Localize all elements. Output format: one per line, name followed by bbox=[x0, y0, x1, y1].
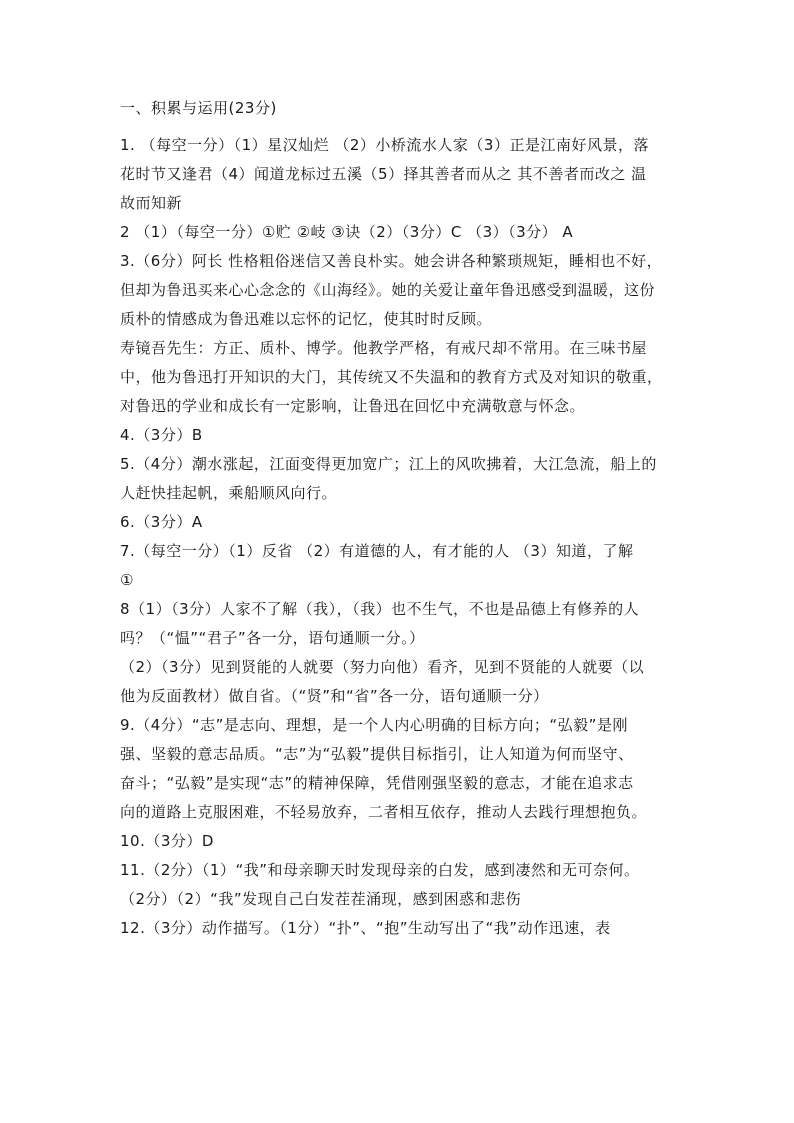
answer-3-line-1: 3.（6分）阿长 性格粗俗迷信又善良朴实。她会讲各种繁琐规矩，睡相也不好， bbox=[120, 252, 663, 270]
answer-7-line-2: ① bbox=[120, 571, 134, 589]
answer-11-line-2: （2分）（2）“我”发现自己白发茬茬涌现，感到困惑和悲伤 bbox=[120, 890, 522, 908]
answer-1-line-1: 1. （每空一分）（1）星汉灿烂 （2）小桥流水人家（3）正是江南好风景，落 bbox=[120, 136, 649, 154]
answer-3-line-2: 但却为鲁迅买来心心念念的《山海经》。她的关爱让童年鲁迅感受到温暖，这份 bbox=[120, 281, 656, 299]
answer-10: 10.（3分）D bbox=[120, 832, 214, 850]
answer-9-line-2: 强、坚毅的意志品质。“志”为“弘毅”提供目标指引，让人知道为何而坚守、 bbox=[120, 745, 634, 763]
answer-5-line-1: 5.（4分）潮水涨起，江面变得更加宽广；江上的风吹拂着，大江急流，船上的 bbox=[120, 455, 657, 473]
answer-9-line-4: 向的道路上克服困难，不轻易放弃，二者相互依存，推动人去践行理想抱负。 bbox=[120, 803, 648, 821]
answer-2: 2 （1）（每空一分）①贮 ②岐 ③诀（2）（3分）C （3）（3分） A bbox=[120, 223, 574, 241]
answer-3-line-6: 对鲁迅的学业和成长有一定影响，让鲁迅在回忆中充满敬意与怀念。 bbox=[120, 397, 586, 415]
answer-8-line-4: 他为反面教材）做自省。（“贤”和“省”各一分，语句通顺一分） bbox=[120, 687, 549, 705]
answer-9-line-1: 9.（4分）“志”是志向、理想，是一个人内心明确的目标方向；“弘毅”是刚 bbox=[120, 716, 628, 734]
answer-8-line-3: （2）（3分）见到贤能的人就要（努力向他）看齐，见到不贤能的人就要（以 bbox=[120, 658, 645, 676]
answer-6: 6.（3分）A bbox=[120, 513, 203, 531]
answer-5-line-2: 人赶快挂起帆，乘船顺风向行。 bbox=[120, 484, 338, 502]
section-title: 一、积累与运用(23分) bbox=[120, 99, 277, 117]
answer-3-line-5: 中，他为鲁迅打开知识的大门，其传统又不失温和的教育方式及对知识的敬重， bbox=[120, 368, 663, 386]
answer-11-line-1: 11.（2分）（1）“我”和母亲聊天时发现母亲的白发，感到凄然和无可奈何。 bbox=[120, 861, 640, 879]
answer-7-line-1: 7.（每空一分）（1）反省 （2）有道德的人，有才能的人 （3）知道，了解 bbox=[120, 542, 634, 560]
answer-8-line-1: 8（1）（3分）人家不了解（我），（我）也不生气，不也是品德上有修养的人 bbox=[120, 600, 640, 618]
answer-1-line-2: 花时节又逢君（4）闻道龙标过五溪（5）择其善者而从之 其不善者而改之 温 bbox=[120, 165, 647, 183]
answer-3-line-3: 质朴的情感成为鲁迅难以忘怀的记忆，使其时时反顾。 bbox=[120, 310, 493, 328]
answer-1-line-3: 故而知新 bbox=[120, 194, 183, 212]
answer-8-line-2: 吗？（“愠”“君子”各一分，语句通顺一分。） bbox=[120, 629, 425, 647]
answer-12-line-1: 12.（3分）动作描写。（1分）“扑”、“抱”生动写出了“我”动作迅速，表 bbox=[120, 919, 611, 937]
answer-document bbox=[120, 94, 680, 943]
answer-4: 4.（3分）B bbox=[120, 426, 203, 444]
answer-3-line-4: 寿镜吾先生：方正、质朴、博学。他教学严格，有戒尺却不常用。在三味书屋 bbox=[120, 339, 648, 357]
answer-9-line-3: 奋斗；“弘毅”是实现“志”的精神保障，凭借刚强坚毅的意志，才能在追求志 bbox=[120, 774, 634, 792]
